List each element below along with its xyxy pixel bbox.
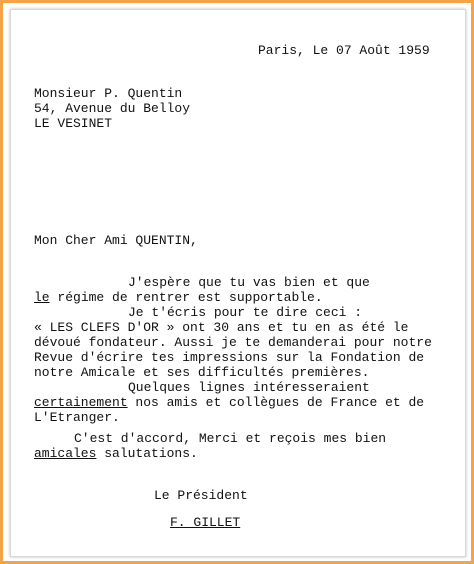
underlined-word: le (34, 290, 50, 305)
letter-date: Paris, Le 07 Août 1959 (258, 43, 430, 58)
recipient-city: LE VESINET (34, 116, 113, 131)
body-line (34, 290, 323, 305)
body-line: Je t'écris pour te dire ceci : (128, 305, 363, 320)
underlined-word: amicales (34, 446, 97, 461)
body-line-rest: salutations. (96, 446, 198, 461)
body-line: dévoué fondateur. Aussi je te demanderai pour notre (34, 335, 432, 350)
underlined-word: certainement (34, 395, 128, 410)
body-line-rest: nos amis et collègues de France et de (127, 395, 425, 410)
body-line: J'espère que tu vas bien et que (128, 275, 370, 290)
salutation: Mon Cher Ami QUENTIN, (34, 233, 198, 248)
signature-name: F. GILLET (170, 515, 241, 530)
recipient-street: 54, Avenue du Belloy (34, 101, 191, 116)
body-line-rest: régime de rentrer est supportable. (49, 290, 323, 305)
body-line: notre Amicale et ses difficultés premières. (34, 365, 370, 380)
recipient-name: Monsieur P. Quentin (34, 86, 183, 101)
body-line: L'Etranger. (34, 410, 120, 425)
body-line: Revue d'écrire tes impressions sur la Fondation de (34, 350, 425, 365)
body-line: « LES CLEFS D'OR » ont 30 ans et tu en as été le (34, 320, 409, 335)
body-line: Quelques lignes intéresseraient (128, 380, 370, 395)
body-line (34, 446, 198, 461)
body-line (34, 395, 424, 410)
signature-title: Le Président (154, 488, 248, 503)
body-line: C'est d'accord, Merci et reçois mes bien (74, 431, 387, 446)
